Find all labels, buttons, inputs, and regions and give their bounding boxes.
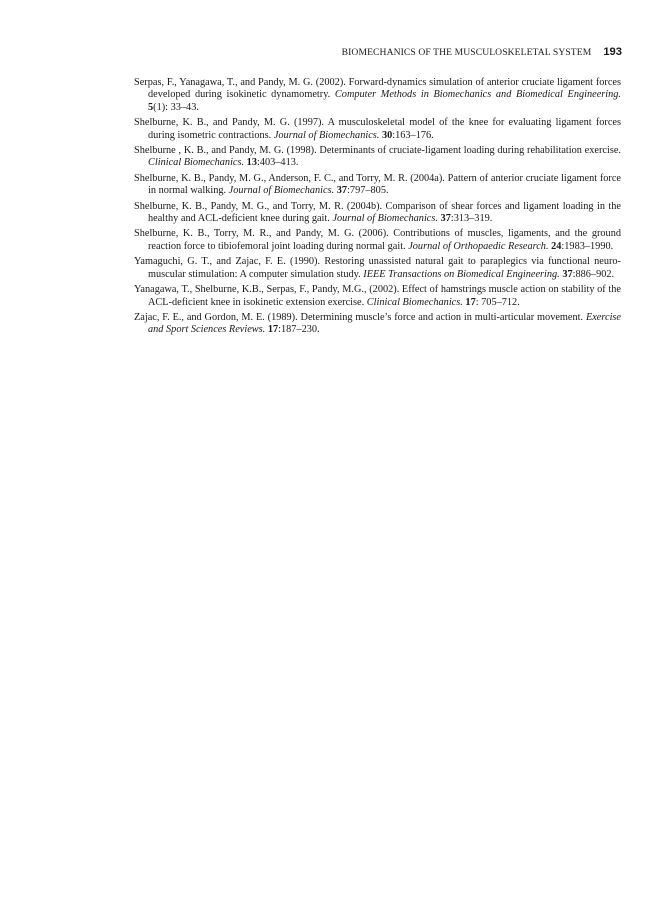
reference-volume: 37 [440,213,451,225]
reference-authors-title: Shelburne , K. B., and Pandy, M. G. (1998). Determinants of cruciate-ligament loading during rehabilitation exercise. [134,145,621,157]
reference-item [134,77,621,114]
reference-item [134,256,621,281]
reference-authors-title: Zajac, F. E., and Gordon, M. E. (1989). Determining muscle’s force and action in multi-articular movement. [134,311,584,323]
reference-pages: :403–413. [256,157,299,169]
running-head [342,46,622,58]
reference-authors-title: Shelburne, K. B., Pandy, M. G., and Torry, M. R. (2004b). Comparison of shear forces and ligament loading in the healthy and ACL-deficient knee during gait. [134,200,621,225]
reference-journal: Journal of Orthopaedic Research. [408,240,549,252]
reference-volume: 5 [148,101,154,113]
reference-journal: Journal of Biomechanics. [332,213,438,225]
reference-pages: :886–902. [572,268,615,280]
reference-authors-title: Yamaguchi, G. T., and Zajac, F. E. (1990). Restoring unassisted natural gait to paraplegics via functional neuro-muscular stimulation: A computer simulation study. [134,256,621,280]
page-number: 193 [603,46,622,58]
reference-item [134,228,621,253]
reference-item [134,284,621,309]
reference-pages: (1): 33–43. [153,101,199,113]
reference-pages: :1983–1990. [561,240,614,252]
reference-journal: IEEE Transactions on Biomedical Engineering. [363,268,560,280]
reference-item [134,201,621,226]
reference-volume: 37 [562,268,573,280]
reference-journal: Exercise and Sport Sciences Reviews. [148,311,622,336]
reference-pages: : 705–712. [475,296,520,308]
reference-item [134,173,621,198]
reference-pages: :187–230. [278,324,320,336]
running-title: BIOMECHANICS OF THE MUSCULOSKELETAL SYSTEM [341,47,592,58]
reference-pages: :797–805. [347,185,389,197]
reference-journal: Journal of Biomechanics. [273,129,380,141]
reference-volume: 37 [336,185,348,197]
reference-item [134,145,621,170]
reference-volume: 30 [381,129,393,141]
reference-list [134,77,621,340]
reference-authors-title: Serpas, F., Yanagawa, T., and Pandy, M. G. (2002). Forward-dynamics simulation of anterior cruciate ligament forces developed during isokinetic dynamometry. [134,77,621,101]
reference-pages: :163–176. [392,129,434,141]
reference-item [134,117,621,142]
reference-pages: :313–319. [450,213,493,225]
reference-volume: 17 [267,324,279,336]
reference-volume: 17 [465,296,476,308]
reference-authors-title: Shelburne, K. B., and Pandy, M. G. (1997). A musculoskeletal model of the knee for evaluating ligament forces during isometric contractions. [134,117,621,141]
reference-authors-title: Shelburne, K. B., Torry, M. R., and Pandy, M. G. (2006). Contributions of muscles, ligaments, and the ground reaction force to tibiofemoral joint loading during normal gait. [134,228,621,252]
reference-volume: 24 [551,240,562,252]
reference-authors-title: Shelburne, K. B., Pandy, M. G., Anderson, F. C., and Torry, M. R. (2004a). Pattern of anterior cruciate ligament force in normal walking. [134,172,621,197]
reference-authors-title: Yanagawa, T., Shelburne, K.B., Serpas, F., Pandy, M.G., (2002). Effect of hamstrings muscle action on stability of the ACL-deficient knee in isokinetic extension exercise. [134,284,621,308]
reference-journal: Journal of Biomechanics. [228,185,335,197]
reference-journal: Clinical Biomechanics. [366,296,463,308]
reference-journal: Computer Methods in Biomechanics and Biomedical Engineering. [334,89,622,101]
reference-journal: Clinical Biomechanics. [148,157,245,169]
reference-item [134,312,621,337]
reference-volume: 13 [246,157,257,169]
